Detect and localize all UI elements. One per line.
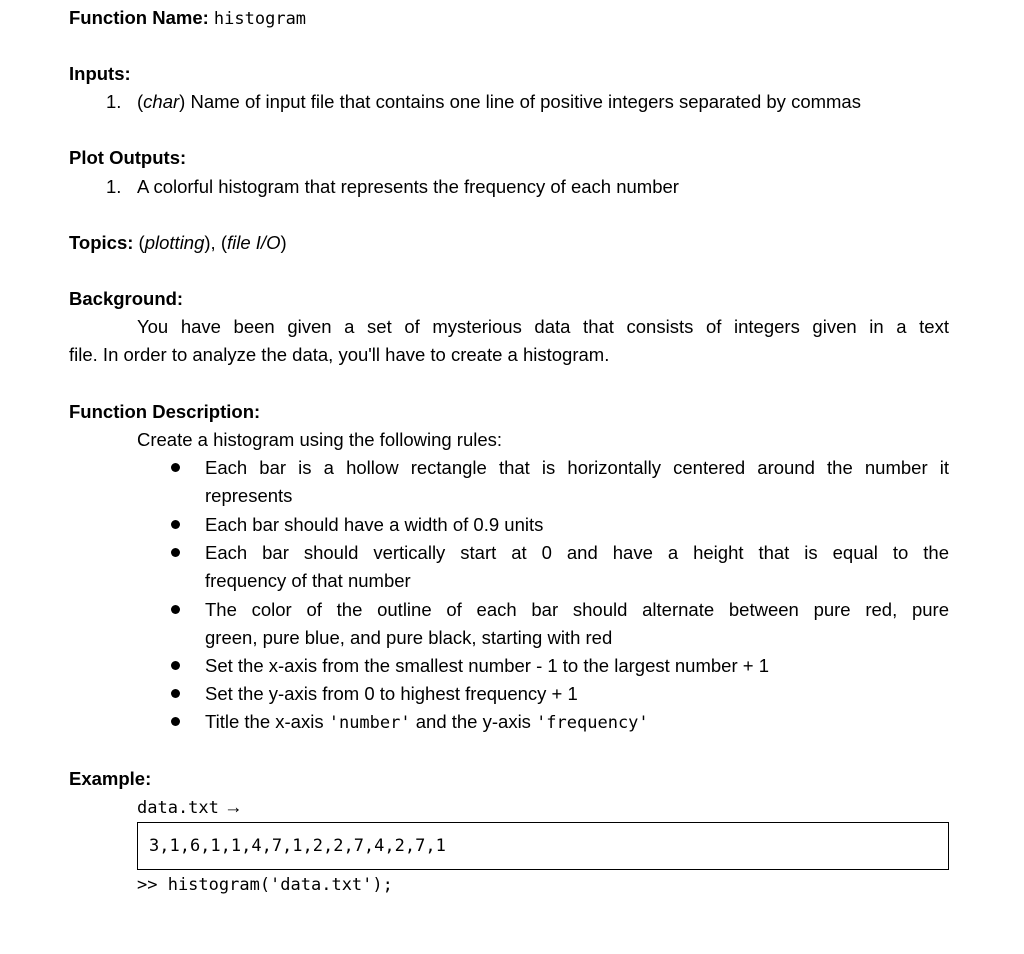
background-line-2: file. In order to analyze the data, you'll have to create a histogram. (69, 344, 610, 365)
bullet-icon (171, 548, 180, 557)
rule-6: Set the y-axis from 0 to highest frequency + 1 (205, 683, 578, 704)
rule-1-line-2: represents (205, 485, 293, 506)
bullet-icon (171, 661, 180, 670)
file-contents-box (137, 822, 949, 870)
input-type: char (143, 91, 180, 112)
rule-7-prefix: Title the x-axis (205, 711, 329, 732)
example-filename: data.txt (137, 798, 219, 818)
function-name-line (69, 7, 306, 30)
topic-file-io: file I/O (227, 232, 281, 253)
example-heading: Example: (69, 768, 152, 789)
bullet-icon (171, 520, 180, 529)
rule-1-line-1: Each bar is a hollow rectangle that is horizontally centered around the number it (205, 457, 949, 478)
rule-2: Each bar should have a width of 0.9 units (205, 514, 544, 535)
file-contents: 3,1,6,1,1,4,7,1,2,2,7,4,2,7,1 (149, 836, 446, 856)
function-name-label: Function Name: (69, 7, 209, 28)
rule-5: Set the x-axis from the smallest number - 1 to the largest number + 1 (205, 655, 769, 676)
topics-line: Topics: (plotting), (file I/O) (69, 232, 287, 253)
plot-output-item-number: 1. (106, 176, 122, 197)
bullet-icon (171, 717, 180, 726)
example-filename-line (137, 796, 243, 819)
arrow-icon: → (224, 796, 243, 817)
function-description-heading: Function Description: (69, 401, 261, 422)
input-description: Name of input file that contains one line of positive integers separated by commas (185, 91, 861, 112)
bullet-icon (171, 463, 180, 472)
topic-plotting: plotting (144, 232, 205, 253)
inputs-item-number: 1. (106, 91, 122, 112)
x-axis-title-code: 'number' (328, 713, 411, 733)
rule-3-line-1: Each bar should vertically start at 0 and have a height that is equal to the (205, 542, 949, 563)
bullet-icon (171, 605, 180, 614)
background-line-1: You have been given a set of mysterious data that consists of integers given in a text (137, 316, 949, 337)
inputs-item-1: (char) Name of input file that contains one line of positive integers separated by commas (137, 91, 861, 112)
function-name-value: histogram (213, 9, 307, 29)
function-description-intro: Create a histogram using the following rules: (137, 429, 503, 450)
background-heading: Background: (69, 288, 184, 309)
bullet-icon (171, 689, 180, 698)
example-command: >> histogram('data.txt'); (137, 875, 393, 895)
y-axis-title-code: 'frequency' (536, 713, 649, 733)
rule-4-line-1: The color of the outline of each bar should alternate between pure red, pure (205, 599, 949, 620)
plot-outputs-heading: Plot Outputs: (69, 147, 187, 168)
rule-4-line-2: green, pure blue, and pure black, starting with red (205, 627, 613, 648)
inputs-heading: Inputs: (69, 63, 131, 84)
rule-3-line-2: frequency of that number (205, 570, 411, 591)
rule-7-middle: and the y-axis (410, 711, 537, 732)
plot-output-item-1: A colorful histogram that represents the frequency of each number (137, 176, 679, 197)
rule-7 (205, 711, 649, 734)
topics-label: Topics: (69, 232, 134, 253)
